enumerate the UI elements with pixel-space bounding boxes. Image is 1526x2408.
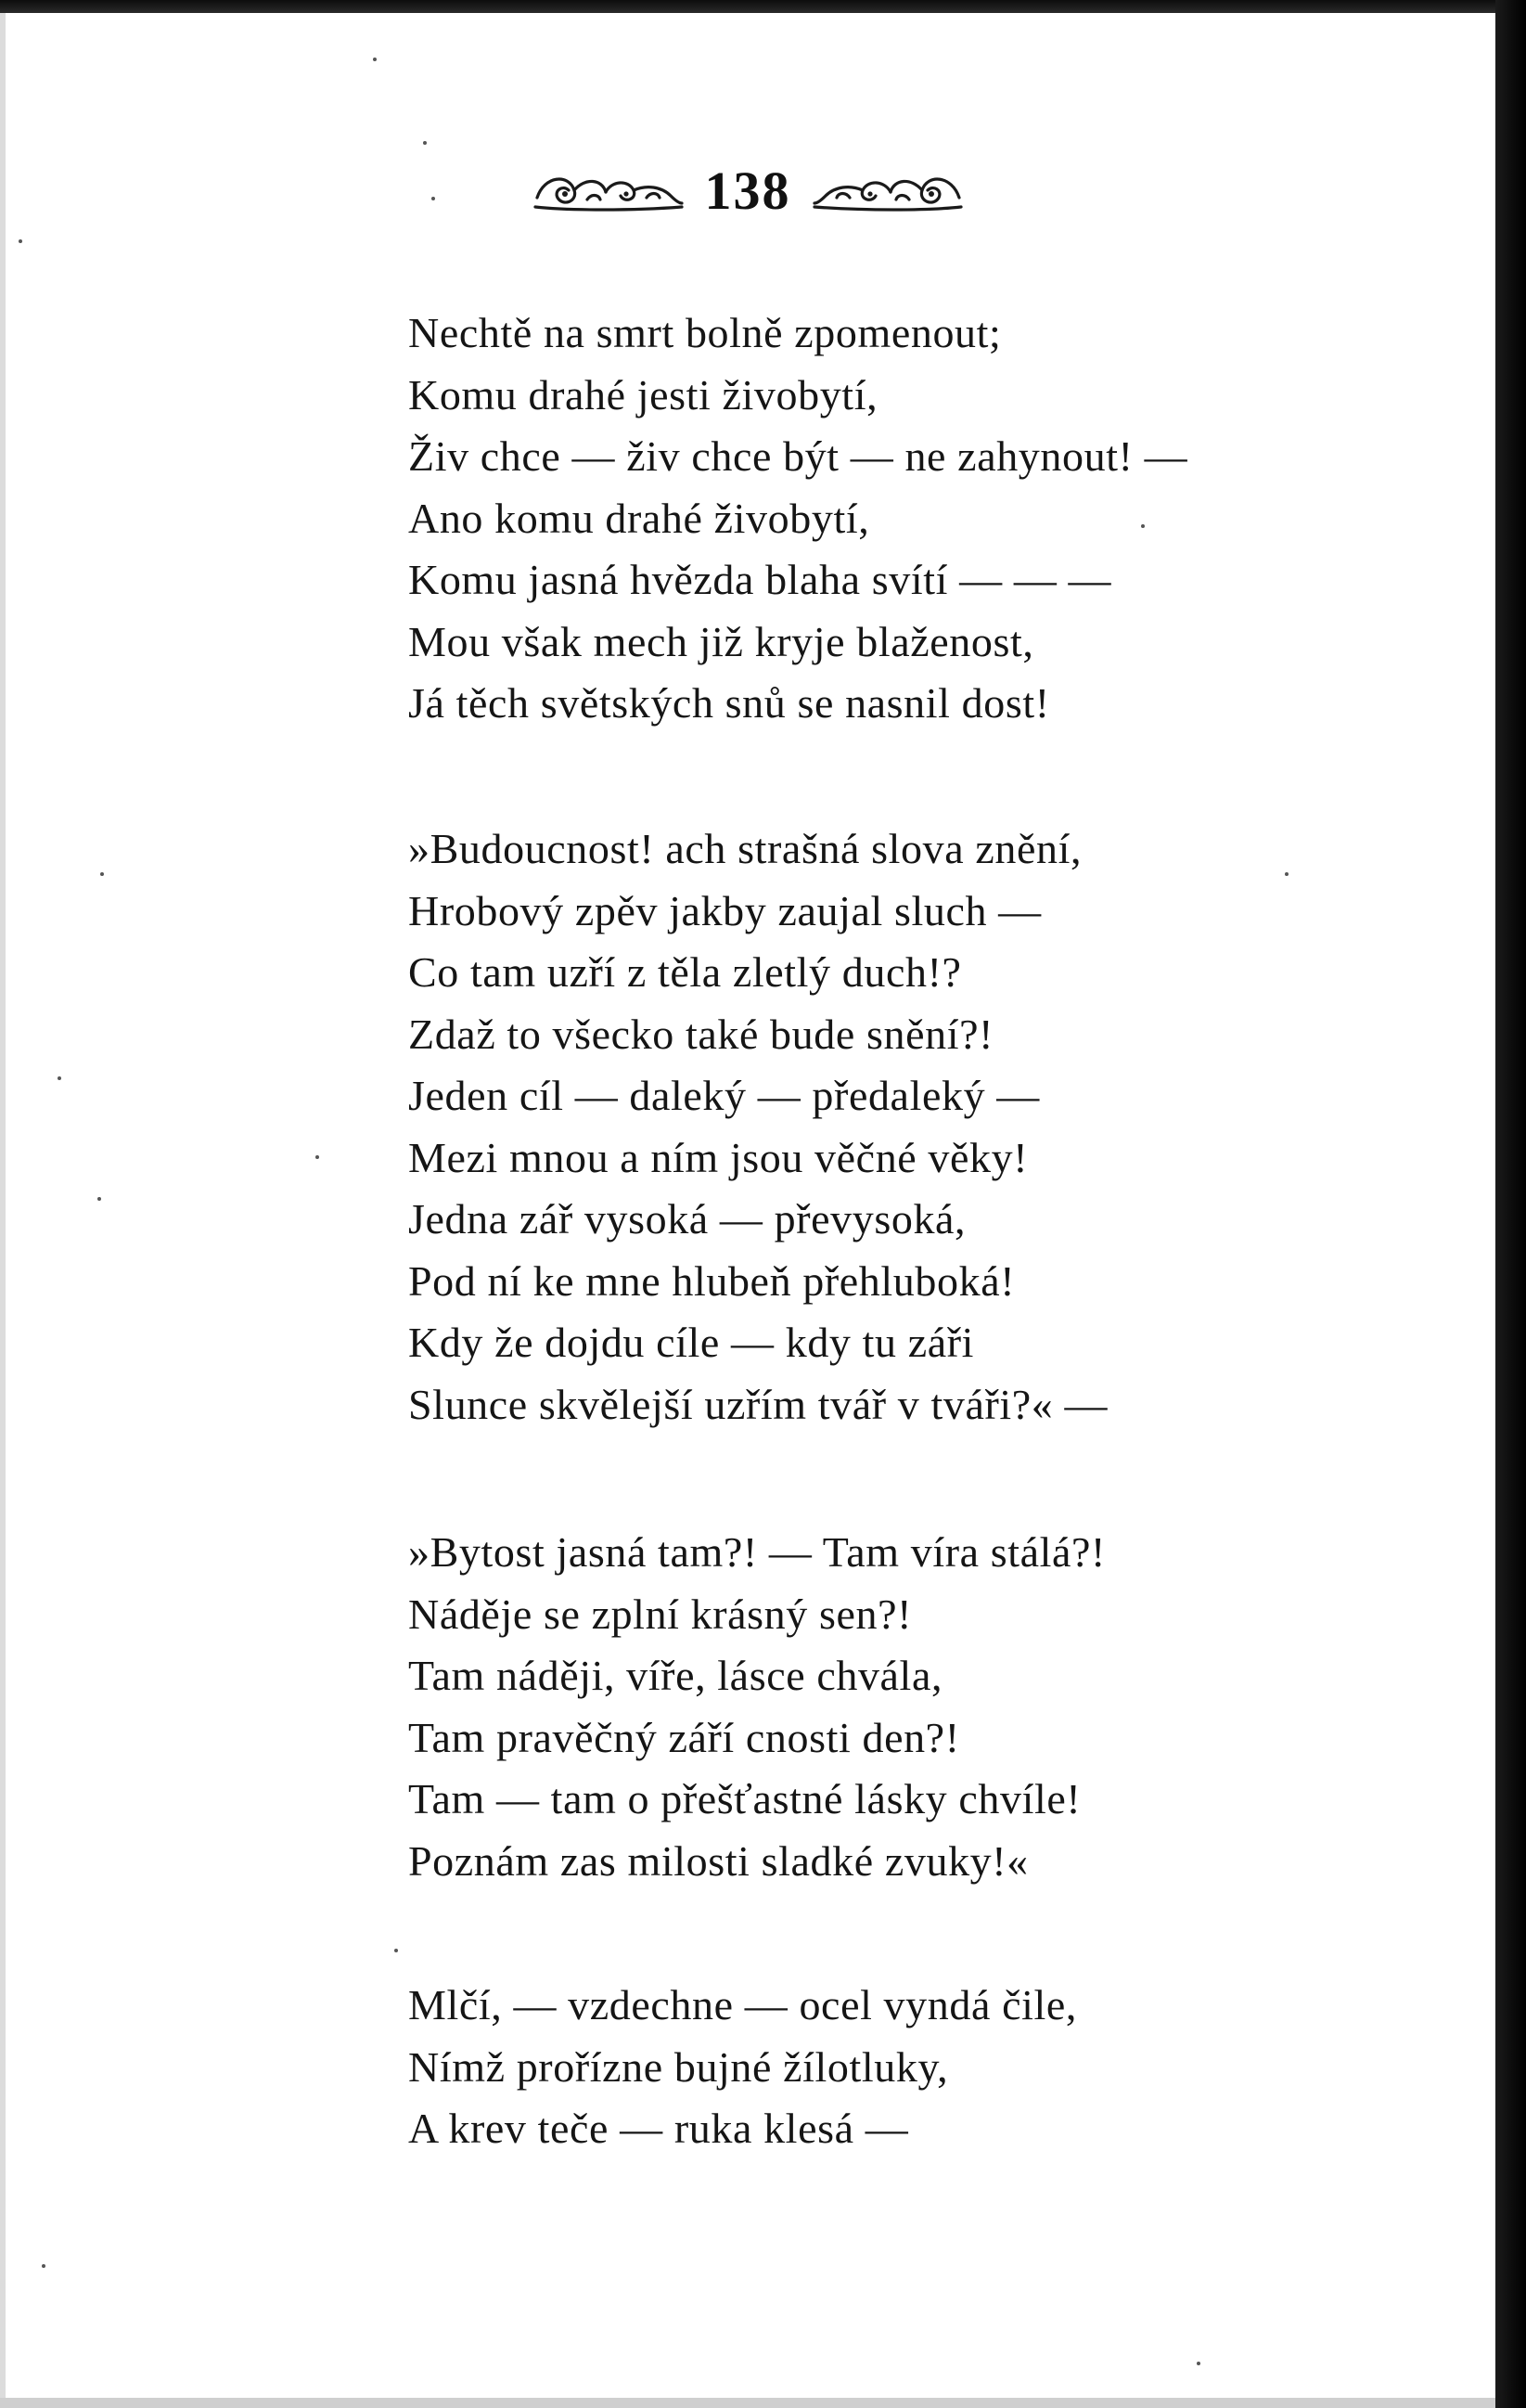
poem-line: Poznám zas milosti sladké zvuky!« — [408, 1836, 1029, 1885]
poem-line: Tam náději, víře, lásce chvála, — [408, 1652, 943, 1699]
poem-line: Komu jasná hvězda blaha svítí — — — — [408, 556, 1112, 603]
floral-ornament-left-icon — [532, 166, 685, 214]
scan-speck — [373, 58, 377, 61]
scan-edge-right — [1495, 0, 1526, 2408]
poem-line: »Budoucnost! ach strašná slova znění, — [408, 825, 1083, 872]
page-header — [0, 153, 1495, 227]
scan-speck — [1197, 2362, 1200, 2365]
floral-ornament-right-icon — [812, 166, 965, 214]
poem-line: Jeden cíl — daleký — předaleký — — [408, 1072, 1040, 1119]
poem-line: Co tam uzří z těla zletlý duch!? — [408, 948, 962, 996]
poem-line: Já těch světských snů se nasnil dost! — [408, 679, 1050, 727]
scan-speck — [19, 239, 22, 243]
stanza-1 — [408, 303, 1187, 735]
scan-edge-top — [0, 0, 1495, 13]
scan-speck — [394, 1949, 398, 1952]
poem-line: Náděje se zplní krásný sen?! — [408, 1590, 913, 1638]
poem-line: A krev teče — ruka klesá — — [408, 2105, 909, 2152]
scan-speck — [315, 1155, 319, 1159]
poem-line: Nechtě na smrt bolně zpomenout; — [408, 309, 1002, 356]
scan-edge-left — [0, 0, 6, 2408]
stanza-4 — [408, 1975, 1077, 2160]
scan-edge-bottom — [0, 2398, 1495, 2408]
scan-speck — [1141, 524, 1145, 528]
page-number: 138 — [704, 160, 791, 221]
poem-line: Komu drahé jesti živobytí, — [408, 370, 878, 419]
scan-speck — [431, 197, 435, 200]
scan-speck — [58, 1076, 61, 1080]
stanza-2 — [408, 818, 1108, 1436]
poem-line: Zdaž to všecko také bude snění?! — [408, 1010, 994, 1058]
poem-line: »Bytost jasná tam?! — Tam víra stálá?! — [408, 1528, 1106, 1576]
stanza-3 — [408, 1522, 1106, 1892]
poem-line: Slunce skvělejší uzřím tvář v tváři?« — — [408, 1380, 1109, 1428]
poem-line: Nímž prořízne bujné žílotluky, — [408, 2042, 949, 2091]
poem-line: Pod ní ke mne hlubeň přehluboká! — [408, 1256, 1016, 1305]
scan-speck — [97, 1197, 101, 1201]
poem-line: Kdy že dojdu cíle — kdy tu záři — [408, 1319, 975, 1366]
poem-line: Hrobový zpěv jakby zaujal sluch — — [408, 886, 1042, 934]
poem-line: Mlčí, — vzdechne — ocel vyndá čile, — [408, 1981, 1077, 2028]
poem-line: Mezi mnou a ním jsou věčné věky! — [408, 1133, 1029, 1181]
scan-speck — [423, 141, 427, 145]
poem-line: Tam — tam o přešťastné lásky chvíle! — [408, 1775, 1082, 1822]
poem-line: Mou však mech již kryje blaženost, — [408, 617, 1034, 665]
scan-speck — [100, 872, 104, 876]
poem-line: Ano komu drahé živobytí, — [408, 494, 870, 542]
poem-line: Živ chce — živ chce být — ne zahynout! — — [408, 432, 1188, 480]
scan-speck — [42, 2264, 45, 2268]
scan-speck — [1285, 872, 1289, 876]
poem-line: Jedna zář vysoká — převysoká, — [408, 1195, 967, 1243]
poem-line: Tam pravěčný září cnosti den?! — [408, 1713, 960, 1761]
